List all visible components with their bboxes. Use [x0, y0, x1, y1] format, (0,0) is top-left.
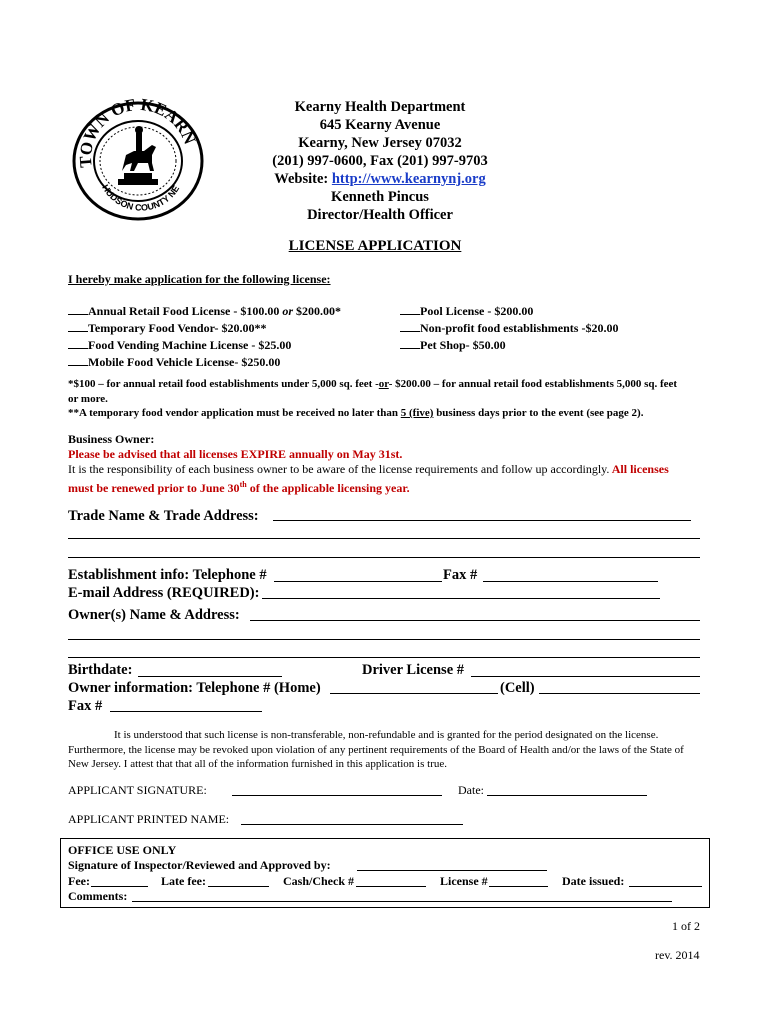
trade-name-field[interactable]	[273, 520, 691, 521]
license-option-annual-retail[interactable]: Annual Retail Food License - $100.00 or $200.00*	[68, 302, 341, 319]
owner-home-phone-field[interactable]	[330, 693, 498, 694]
inspector-signature-label: Signature of Inspector/Reviewed and Approved by:	[68, 858, 331, 872]
fee-label: Fee:	[68, 874, 90, 888]
establishment-phone-label: Establishment info: Telephone #	[68, 567, 267, 583]
department-website	[230, 170, 530, 188]
page-number: 1 of 2	[672, 919, 700, 933]
establishment-phone-field[interactable]	[274, 581, 442, 582]
department-name: Kearny Health Department	[294, 99, 466, 115]
driver-license-label: Driver License #	[362, 662, 465, 678]
fee-notes	[68, 377, 708, 421]
revision-label: rev. 2014	[655, 948, 700, 962]
trade-address-line-1[interactable]	[68, 538, 700, 539]
owner-cell-label: (Cell)	[500, 680, 535, 696]
statement-line-3: New Jersey. I attest that that all of the information furnished in this application is true.	[68, 758, 447, 770]
license-number-field[interactable]	[489, 886, 548, 887]
owner-address-line-2[interactable]	[68, 657, 700, 658]
license-option-mobile-vehicle[interactable]: Mobile Food Vehicle License- $250.00	[68, 353, 341, 370]
license-number-label: License #	[440, 874, 488, 888]
renewal-notice: must be renewed prior to June 30th of the applicable licensing year.	[68, 480, 410, 495]
attestation-statement	[68, 728, 718, 772]
department-header	[230, 98, 530, 224]
date-issued-label: Date issued:	[562, 874, 625, 888]
establishment-fax-label: Fax #	[443, 567, 478, 583]
owner-fax-field[interactable]	[110, 711, 262, 712]
svg-text:TOWN OF KEARNY: TOWN OF KEARN	[75, 95, 200, 169]
note-temporary-vendor: **A temporary food vendor application must be received no later than 5 (five) business days prior to the event (see page 2).	[68, 407, 644, 419]
page-title: LICENSE APPLICATION	[288, 238, 462, 254]
birthdate-field[interactable]	[138, 676, 282, 677]
director-role: Director/Health Officer	[307, 207, 453, 223]
comments-field[interactable]	[132, 901, 672, 902]
department-city: Kearny, New Jersey 07032	[298, 135, 462, 151]
intro-text: I hereby make application for the following license:	[68, 272, 331, 286]
driver-license-field[interactable]	[471, 676, 700, 677]
owner-name-field[interactable]	[250, 620, 700, 621]
cash-check-label: Cash/Check #	[283, 874, 355, 888]
note-retail-fee: *$100 – for annual retail food establishments under 5,000 sq. feet -or- $200.00 – for annual retail food establishments 5,000 sq. feet	[68, 378, 678, 390]
applicant-signature-field[interactable]	[232, 795, 442, 796]
website-label: Website:	[274, 171, 332, 187]
cash-check-field[interactable]	[356, 886, 426, 887]
signature-date-label: Date:	[458, 783, 484, 797]
license-option-nonprofit[interactable]: Non-profit food establishments -$20.00	[400, 319, 618, 336]
department-address: 645 Kearny Avenue	[319, 117, 441, 133]
statement-line-2: Furthermore, the license may be revoked upon violation of any pertinent requirements of the Board of Health and/or the laws of the State of	[68, 743, 684, 756]
fee-field[interactable]	[91, 886, 148, 887]
trade-address-line-2[interactable]	[68, 557, 700, 558]
license-option-vending-machine[interactable]: Food Vending Machine License - $25.00	[68, 336, 341, 353]
email-field[interactable]	[262, 598, 660, 599]
owner-fax-label: Fax #	[68, 698, 103, 714]
late-fee-label: Late fee:	[161, 874, 206, 888]
inspector-signature-field[interactable]	[357, 870, 547, 871]
owner-cell-field[interactable]	[539, 693, 700, 694]
director-name: Kenneth Pincus	[331, 189, 429, 205]
note-retail-fee-cont: or more.	[68, 392, 108, 405]
comments-label: Comments:	[68, 889, 128, 903]
email-label: E-mail Address (REQUIRED):	[68, 585, 260, 601]
owner-home-phone-label: Owner information: Telephone # (Home)	[68, 680, 321, 696]
license-option-pet-shop[interactable]: Pet Shop- $50.00	[400, 336, 618, 353]
trade-name-label: Trade Name & Trade Address:	[68, 508, 259, 524]
owner-name-label: Owner(s) Name & Address:	[68, 607, 240, 623]
license-option-pool[interactable]: Pool License - $200.00	[400, 302, 618, 319]
town-seal-logo	[68, 95, 206, 221]
license-option-temporary-food[interactable]: Temporary Food Vendor- $20.00**	[68, 319, 341, 336]
license-list-left	[68, 302, 341, 370]
signature-date-field[interactable]	[487, 795, 647, 796]
website-link[interactable]: http://www.kearnynj.org	[331, 171, 486, 187]
statement-line-1: It is understood that such license is non-transferable, non-refundable and is granted for the period designated on the license.	[114, 729, 659, 741]
office-use-title: OFFICE USE ONLY	[68, 843, 177, 857]
establishment-fax-field[interactable]	[483, 581, 658, 582]
late-fee-field[interactable]	[208, 886, 269, 887]
applicant-signature-label: APPLICANT SIGNATURE:	[68, 783, 207, 797]
applicant-printed-name-label: APPLICANT PRINTED NAME:	[68, 812, 230, 826]
responsibility-text: It is the responsibility of each business owner to be aware of the license requirements and follow up accordingly. All licenses	[68, 462, 669, 476]
birthdate-label: Birthdate:	[68, 662, 133, 678]
business-owner-section	[68, 432, 718, 496]
department-phone: (201) 997-0600, Fax (201) 997-9703	[272, 153, 488, 169]
applicant-printed-name-field[interactable]	[241, 824, 463, 825]
expire-notice: Please be advised that all licenses EXPIRE annually on May 31st.	[68, 447, 403, 461]
date-issued-field[interactable]	[629, 886, 702, 887]
svg-text:HUDSON COUNTY NEW JERSEY: HUDSON COUNTY NE	[100, 182, 182, 213]
business-owner-heading: Business Owner:	[68, 432, 155, 446]
owner-address-line-1[interactable]	[68, 639, 700, 640]
license-list-right	[400, 302, 618, 353]
